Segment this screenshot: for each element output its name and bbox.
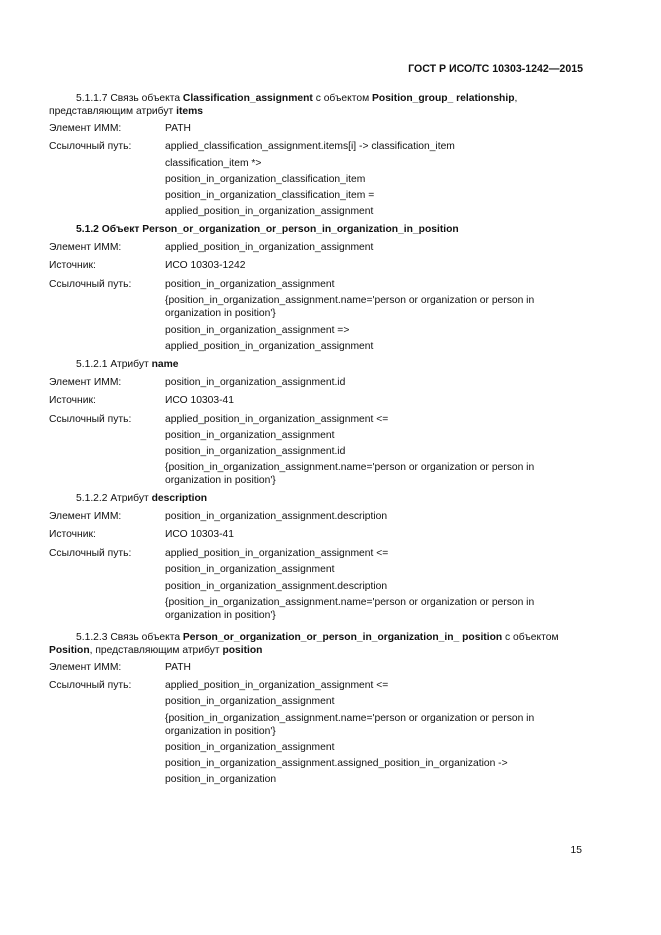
mapping-block — [49, 661, 583, 786]
field-label: Элемент ИММ: — [49, 376, 122, 388]
title-attribute: position — [222, 645, 263, 657]
mapping-row — [49, 241, 583, 255]
field-value: classification_item *> — [165, 157, 262, 169]
field-values — [165, 140, 583, 218]
field-label: Источник: — [49, 394, 96, 406]
field-value: position_in_organization — [165, 774, 277, 786]
field-value: PATH — [165, 662, 191, 674]
field-label: Ссылочный путь: — [49, 279, 132, 291]
field-value: position_in_organization_assignment — [165, 564, 335, 576]
mapping-row — [49, 278, 583, 353]
title-entity: Classification_assignment — [182, 93, 313, 104]
section-5-1-2-heading: 5.1.2 Объект Person_or_organization_or_person_in_organization_in_position — [76, 224, 459, 236]
field-values — [165, 510, 583, 523]
field-label: Элемент ИММ: — [49, 123, 122, 135]
field-label: Источник: — [49, 529, 96, 541]
section-5-1-2-2-heading — [49, 492, 583, 506]
field-value: position_in_organization_classification_item = — [165, 189, 375, 201]
mapping-block — [49, 510, 583, 622]
title-text: , представляющим атрибут — [49, 93, 518, 118]
field-values — [165, 241, 583, 254]
field-value: applied_position_in_organization_assignment — [165, 242, 374, 254]
field-value: ИСО 10303-1242 — [165, 260, 246, 272]
field-value: position_in_organization_assignment — [165, 696, 335, 708]
field-value: position_in_organization_assignment.description — [165, 580, 388, 592]
heading-prefix: 5.1.2.2 Атрибут — [76, 493, 152, 505]
field-values — [165, 547, 583, 622]
field-value: applied_classification_assignment.items[i] -> classification_item — [165, 141, 455, 153]
title-text: , представляющим атрибут — [89, 645, 223, 657]
field-value: {position_in_organization_assignment.name='person or organization or person in organization in position'} — [165, 596, 535, 621]
title-text: 5.1.1.7 Связь объекта — [76, 93, 183, 104]
field-label: Элемент ИММ: — [49, 662, 122, 674]
field-value: {position_in_organization_assignment.name='person or organization or person in organization in position'} — [165, 295, 535, 320]
field-label: Ссылочный путь: — [49, 141, 132, 153]
field-value: applied_position_in_organization_assignment — [165, 340, 374, 352]
field-value: applied_position_in_organization_assignment <= — [165, 548, 389, 560]
field-values — [165, 122, 583, 135]
field-value: {position_in_organization_assignment.name='person or organization or person in organization in position'} — [165, 712, 535, 737]
field-values — [165, 278, 583, 353]
attribute-name: name — [151, 358, 179, 370]
document-code-header: ГОСТ Р ИСО/ТС 10303-1242—2015 — [408, 63, 583, 75]
field-values — [165, 259, 583, 272]
field-value: {position_in_organization_assignment.name='person or organization or person in organization in position'} — [165, 462, 535, 487]
title-attribute: items — [176, 106, 203, 118]
field-value: applied_position_in_organization_assignment — [165, 206, 374, 218]
document-body — [49, 92, 583, 786]
field-label: Источник: — [49, 260, 96, 272]
mapping-row — [49, 122, 583, 136]
mapping-row — [49, 394, 583, 408]
heading-prefix: 5.1.2.1 Атрибут — [76, 358, 152, 370]
field-value: position_in_organization_assignment.id — [165, 446, 346, 458]
field-values — [165, 679, 583, 786]
field-value: position_in_organization_classification_item — [165, 173, 366, 185]
mapping-row — [49, 661, 583, 675]
title-text: с объектом — [312, 93, 373, 104]
field-label: Элемент ИММ: — [49, 242, 122, 254]
mapping-row — [49, 528, 583, 542]
field-value: position_in_organization_assignment => — [165, 324, 350, 336]
title-text: 5.1.2.3 Связь объекта — [76, 631, 183, 643]
title-entity: Position_group_ relationship — [372, 93, 515, 104]
page-number: 15 — [570, 845, 582, 856]
field-value: position_in_organization_assignment.description — [165, 511, 388, 523]
section-5-1-2-3-title — [49, 631, 583, 657]
field-label: Элемент ИММ: — [49, 511, 122, 523]
mapping-block — [49, 122, 583, 218]
field-value: position_in_organization_assignment.assigned_position_in_organization -> — [165, 758, 508, 769]
field-values — [165, 394, 583, 407]
mapping-row — [49, 510, 583, 524]
mapping-row — [49, 413, 583, 488]
field-value: PATH — [165, 123, 191, 135]
field-label: Ссылочный путь: — [49, 548, 132, 560]
field-value: applied_position_in_organization_assignment <= — [165, 413, 389, 425]
field-label: Ссылочный путь: — [49, 413, 132, 425]
mapping-block — [49, 241, 583, 353]
field-value: position_in_organization_assignment — [165, 279, 335, 291]
field-value: position_in_organization_assignment.id — [165, 376, 346, 388]
title-entity: Person_or_organization_or_person_in_organization_in_ position — [182, 631, 503, 643]
field-values — [165, 413, 583, 488]
title-entity: Position — [49, 645, 90, 657]
mapping-row — [49, 376, 583, 390]
section-5-1-1-7-title — [49, 92, 583, 118]
field-values — [165, 376, 583, 389]
mapping-row — [49, 679, 583, 786]
mapping-row — [49, 259, 583, 273]
mapping-block — [49, 376, 583, 488]
field-label: Ссылочный путь: — [49, 680, 132, 692]
field-values — [165, 661, 583, 674]
field-value: ИСО 10303-41 — [165, 529, 234, 541]
field-value: position_in_organization_assignment — [165, 741, 335, 753]
mapping-row — [49, 547, 583, 622]
attribute-name: description — [151, 493, 208, 505]
field-value: applied_position_in_organization_assignment <= — [165, 680, 389, 692]
field-value: ИСО 10303-41 — [165, 394, 234, 406]
section-5-1-2-1-heading — [49, 358, 583, 372]
mapping-row — [49, 140, 583, 218]
field-value: position_in_organization_assignment — [165, 429, 335, 441]
field-values — [165, 528, 583, 541]
title-text: с объектом — [502, 631, 559, 643]
